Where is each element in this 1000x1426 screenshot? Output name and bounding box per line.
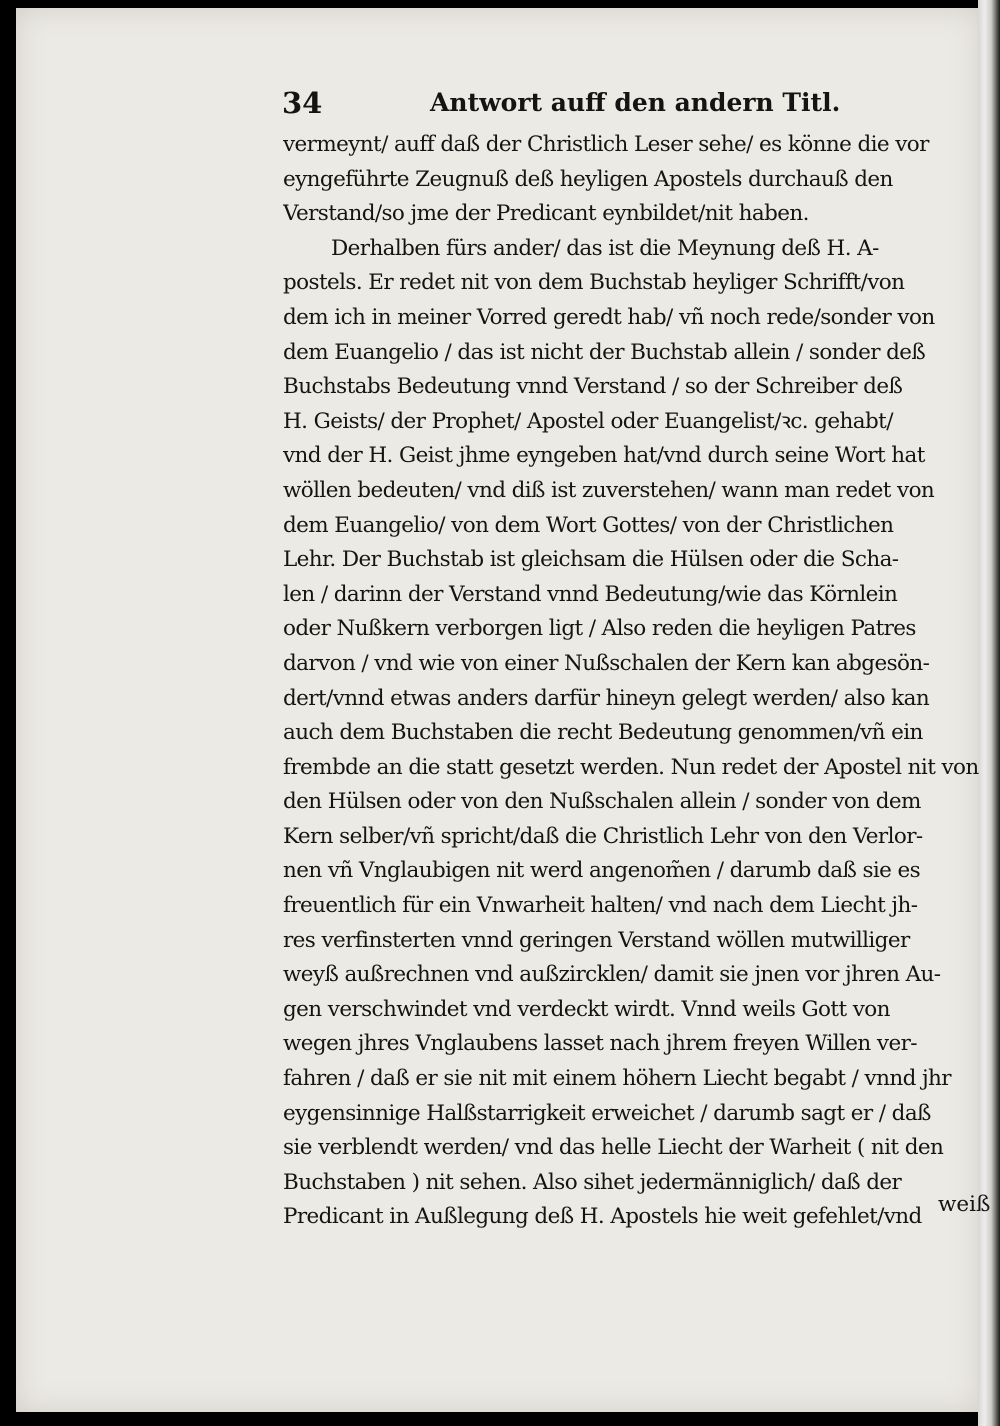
text-line: vermeynt/ auff daß der Christlich Leser sehe/ es könne die vor bbox=[283, 132, 929, 157]
page-header bbox=[282, 86, 842, 126]
catchword: weiß bbox=[938, 1192, 991, 1217]
text-line: eygensinnige Halßstarrigkeit erweichet / darumb sagt er / daß bbox=[283, 1100, 931, 1126]
text-line: gen verschwindet vnd verdeckt wirdt. Vnnd weils Gott von bbox=[283, 996, 890, 1022]
text-line: Verstand/so jme der Predicant eynbildet/nit haben. bbox=[283, 201, 809, 227]
text-line: dem Euangelio/ von dem Wort Gottes/ von der Christlichen bbox=[283, 512, 894, 538]
text-line: wegen jhres Vnglaubens lasset nach jhrem freyen Willen ver- bbox=[283, 1031, 917, 1057]
text-line: auch dem Buchstaben die recht Bedeutung genommen/vñ ein bbox=[283, 720, 923, 746]
text-line: postels. Er redet nit von dem Buchstab heyliger Schrifft/von bbox=[283, 270, 905, 296]
text-line: weyß außrechnen vnd außzircklen/ damit sie jnen vor jhren Au- bbox=[283, 962, 941, 988]
text-line: freuentlich für ein Vnwarheit halten/ vnd nach dem Liecht jh- bbox=[283, 893, 918, 919]
text-line: Lehr. Der Buchstab ist gleichsam die Hülsen oder die Scha- bbox=[283, 547, 899, 573]
text-line: Buchstabs Bedeutung vnnd Verstand / so der Schreiber deß bbox=[283, 374, 903, 400]
text-line: res verfinsterten vnnd geringen Verstand wöllen mutwilliger bbox=[283, 927, 910, 953]
text-line: Buchstaben ) nit sehen. Also sihet jedermänniglich/ daß der bbox=[283, 1169, 902, 1195]
text-line: fahren / daß er sie nit mit einem höhern Liecht begabt / vnnd jhr bbox=[283, 1066, 951, 1092]
text-line: eyngeführte Zeugnuß deß heyligen Apostels durchauß den bbox=[283, 166, 893, 192]
text-line: H. Geists/ der Prophet/ Apostel oder Euangelist/ꝛc. gehabt/ bbox=[283, 408, 893, 434]
text-line: len / darinn der Verstand vnnd Bedeutung/wie das Körnlein bbox=[283, 581, 898, 607]
text-line: nen vñ Vnglaubigen nit werd angenom̃en / darumb daß sie es bbox=[283, 858, 921, 884]
text-line: vnd der H. Geist jhme eyngeben hat/vnd durch seine Wort hat bbox=[283, 443, 925, 469]
text-line: frembde an die statt gesetzt werden. Nun redet der Apostel nit von bbox=[283, 754, 979, 780]
text-line: wöllen bedeuten/ vnd diß ist zuverstehen/ wann man redet von bbox=[283, 477, 935, 503]
running-head: Antwort auff den andern Titl. bbox=[430, 88, 841, 117]
text-line: sie verblendt werden/ vnd das helle Liecht der Warheit ( nit den bbox=[283, 1135, 944, 1161]
text-line: Kern selber/vñ spricht/daß die Christlich Lehr von den Verlor- bbox=[283, 823, 923, 849]
text-line: den Hülsen oder von den Nußschalen allein / sonder von dem bbox=[283, 789, 921, 815]
page-number: 34 bbox=[282, 86, 323, 120]
text-line: dert/vnnd etwas anders darfür hineyn gelegt werden/ also kan bbox=[283, 685, 930, 711]
text-line: Derhalben fürs ander/ das ist die Meynung deß H. A- bbox=[331, 235, 879, 261]
text-line: Predicant in Außlegung deß H. Apostels hie weit gefehlet/vnd bbox=[283, 1204, 922, 1230]
text-line: darvon / vnd wie von einer Nußschalen der Kern kan abgesön- bbox=[283, 650, 930, 676]
text-line: dem ich in meiner Vorred geredt hab/ vñ noch rede/sonder von bbox=[283, 304, 935, 330]
body-text bbox=[283, 128, 983, 1235]
text-line: dem Euangelio / das ist nicht der Buchstab allein / sonder deß bbox=[283, 339, 926, 365]
text-line: oder Nußkern verborgen ligt / Also reden die heyligen Patres bbox=[283, 616, 916, 642]
